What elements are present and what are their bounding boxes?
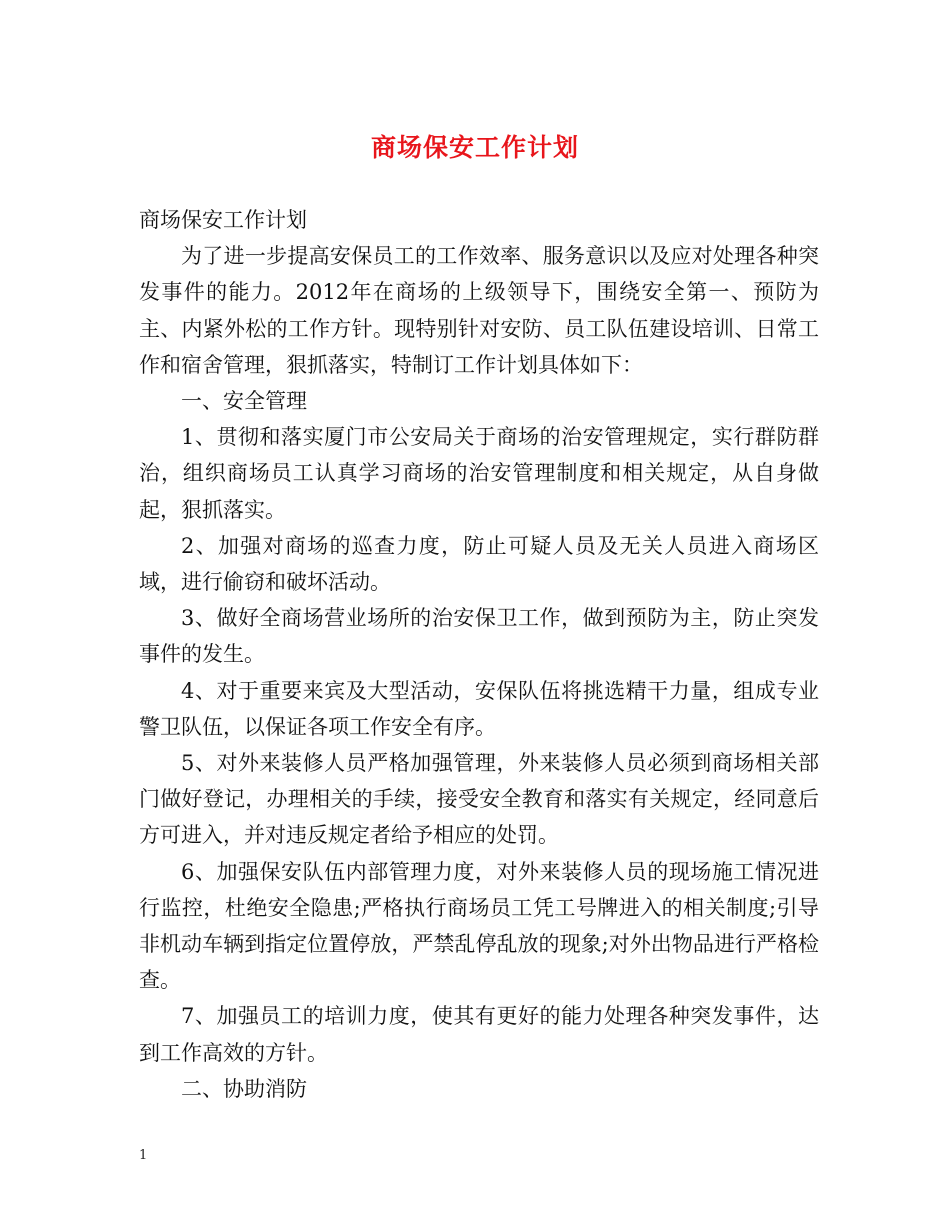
item-paragraph-5: 5、对外来装修人员严格加强管理，外来装修人员必须到商场相关部门做好登记，办理相关的手续，接受安全教育和落实有关规定，经同意后方可进入，并对违反规定者给予相应的处罚。 [139,751,819,848]
item-paragraph-1: 1、贯彻和落实厦门市公安局关于商场的治安管理规定，实行群防群治，组织商场员工认真学习商场的治安管理制度和相关规定，从自身做起，狠抓落实。 [139,425,819,522]
section-heading-safety: 一、安全管理 [181,389,307,414]
item-paragraph-2: 2、加强对商场的巡查力度，防止可疑人员及无关人员进入商场区域，进行偷窃和破坏活动。 [139,533,819,595]
item-paragraph-7: 7、加强员工的培训力度，使其有更好的能力处理各种突发事件，达到工作高效的方针。 [139,1004,819,1065]
item-paragraph-6: 6、加强保安队伍内部管理力度，对外来装修人员的现场施工情况进行监控，杜绝安全隐患;严格执行商场员工凭工号牌进入的相关制度;引导非机动车辆到指定位置停放，严禁乱停乱放的现象;对外出物品进行严格检查。 [139,859,819,993]
item-paragraph-4: 4、对于重要来宾及大型活动，安保队伍将挑选精干力量，组成专业警卫队伍，以保证各项工作安全有序。 [139,678,819,739]
document-title: 商场保安工作计划 [370,133,579,162]
page-number: 1 [139,1148,148,1163]
subtitle-paragraph: 商场保安工作计划 [139,208,307,232]
item-paragraph-3: 3、做好全商场营业场所的治安保卫工作，做到预防为主，防止突发事件的发生。 [139,606,819,667]
section-heading-fire: 二、协助消防 [181,1076,307,1101]
document-body [139,202,819,1107]
intro-paragraph: 为了进一步提高安保员工的工作效率、服务意识以及应对处理各种突发事件的能力。2012年在商场的上级领导下，围绕安全第一、预防为主、内紧外松的工作方针。现特别针对安防、员工队伍建设培训、日常工作和宿舍管理，狠抓落实，特制订工作计划具体如下： [139,244,819,377]
